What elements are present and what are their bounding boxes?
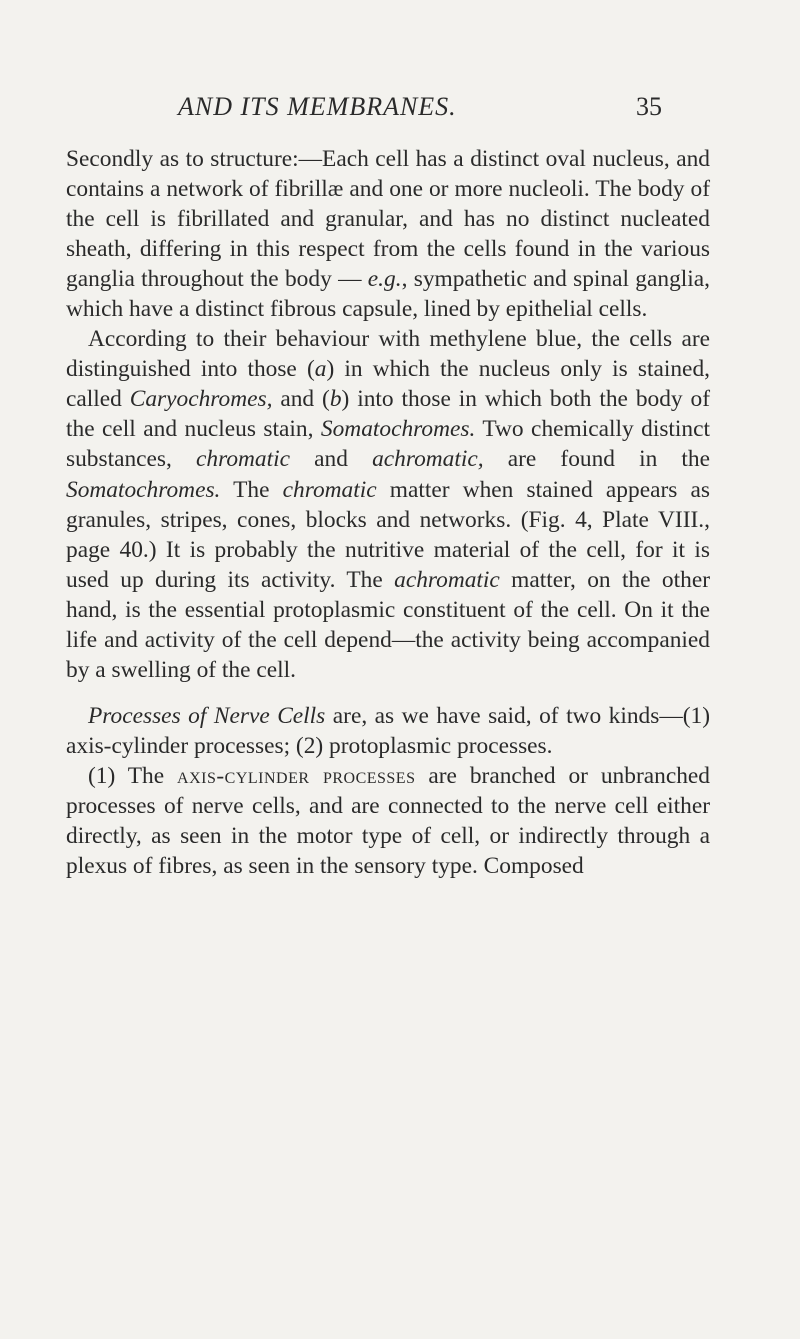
paragraph-axis-cylinder (66, 761, 710, 881)
paragraph-methylene-blue (66, 324, 710, 685)
text-run: matter when stained appears as granules, stripes, cones, blocks and networks. (Fig. 4, Plate VIII., page 40.) It is probably the nutritive material of the cell, for it is used up during its activity. The (66, 476, 710, 593)
italic-run: achromatic (394, 566, 500, 593)
text-run: ) in which the nucleus only is stained, called (66, 356, 710, 413)
text-run: and (290, 446, 373, 473)
italic-run: Caryochromes, (129, 386, 273, 413)
paragraph-structure (66, 144, 710, 324)
italic-run: chromatic (282, 476, 377, 503)
text-run: are branched or unbranched processes of nerve cells, and are connected to the nerve cell either directly, as seen in the motor type of cell, or indirectly through a plexus of fibres, as seen in the sensory type. Composed (66, 762, 710, 880)
page-header (0, 92, 800, 132)
text-run: (1) The (88, 762, 178, 789)
italic-run: Somatochromes. (66, 476, 221, 503)
italic-run: Processes of Nerve Cells (88, 702, 326, 729)
text-run: Two chemically distinct substances, (66, 416, 710, 473)
italic-run: chromatic (196, 446, 291, 473)
small-caps-run: axis-cylinder processes (177, 762, 416, 789)
text-run: are found in the (483, 446, 711, 473)
text-run: are, as we have said, of two kinds—(1) axis-cylinder processes; (2) protoplasmic processes. (66, 702, 710, 759)
page-number: 35 (636, 92, 662, 121)
italic-run: achromatic, (372, 446, 484, 473)
text-run: , sympathetic and spinal ganglia, which have a distinct fibrous capsule, lined by epithelial cells. (66, 266, 710, 323)
text-run: ) into those in which both the body of the cell and nucleus stain, (66, 386, 710, 443)
italic-run: Somatochromes. (320, 416, 476, 443)
paragraph-processes (66, 701, 710, 761)
text-run: matter, on the other hand, is the essential protoplasmic constituent of the cell. On it the life and activity of the cell depend—the activity being accompanied by a swelling of the cell. (66, 566, 710, 683)
text-run: The (220, 476, 283, 503)
body-text (66, 144, 710, 881)
italic-run: b (329, 386, 342, 413)
running-head: AND ITS MEMBRANES. (178, 92, 457, 121)
italic-run: e.g. (367, 266, 402, 293)
text-run: According to their behaviour with methylene blue, the cells are distinguished into those ( (66, 326, 710, 383)
text-run: and ( (272, 386, 330, 413)
text-run: Secondly as to structure:—Each cell has a distinct oval nucleus, and contains a network of fibrillæ and one or more nucleoli. The body of the cell is fibrillated and granular, and has no distinct nucleated sheath, differing in this respect from the cells found in the various ganglia throughout the body — (66, 146, 710, 293)
italic-run: a (314, 356, 327, 383)
